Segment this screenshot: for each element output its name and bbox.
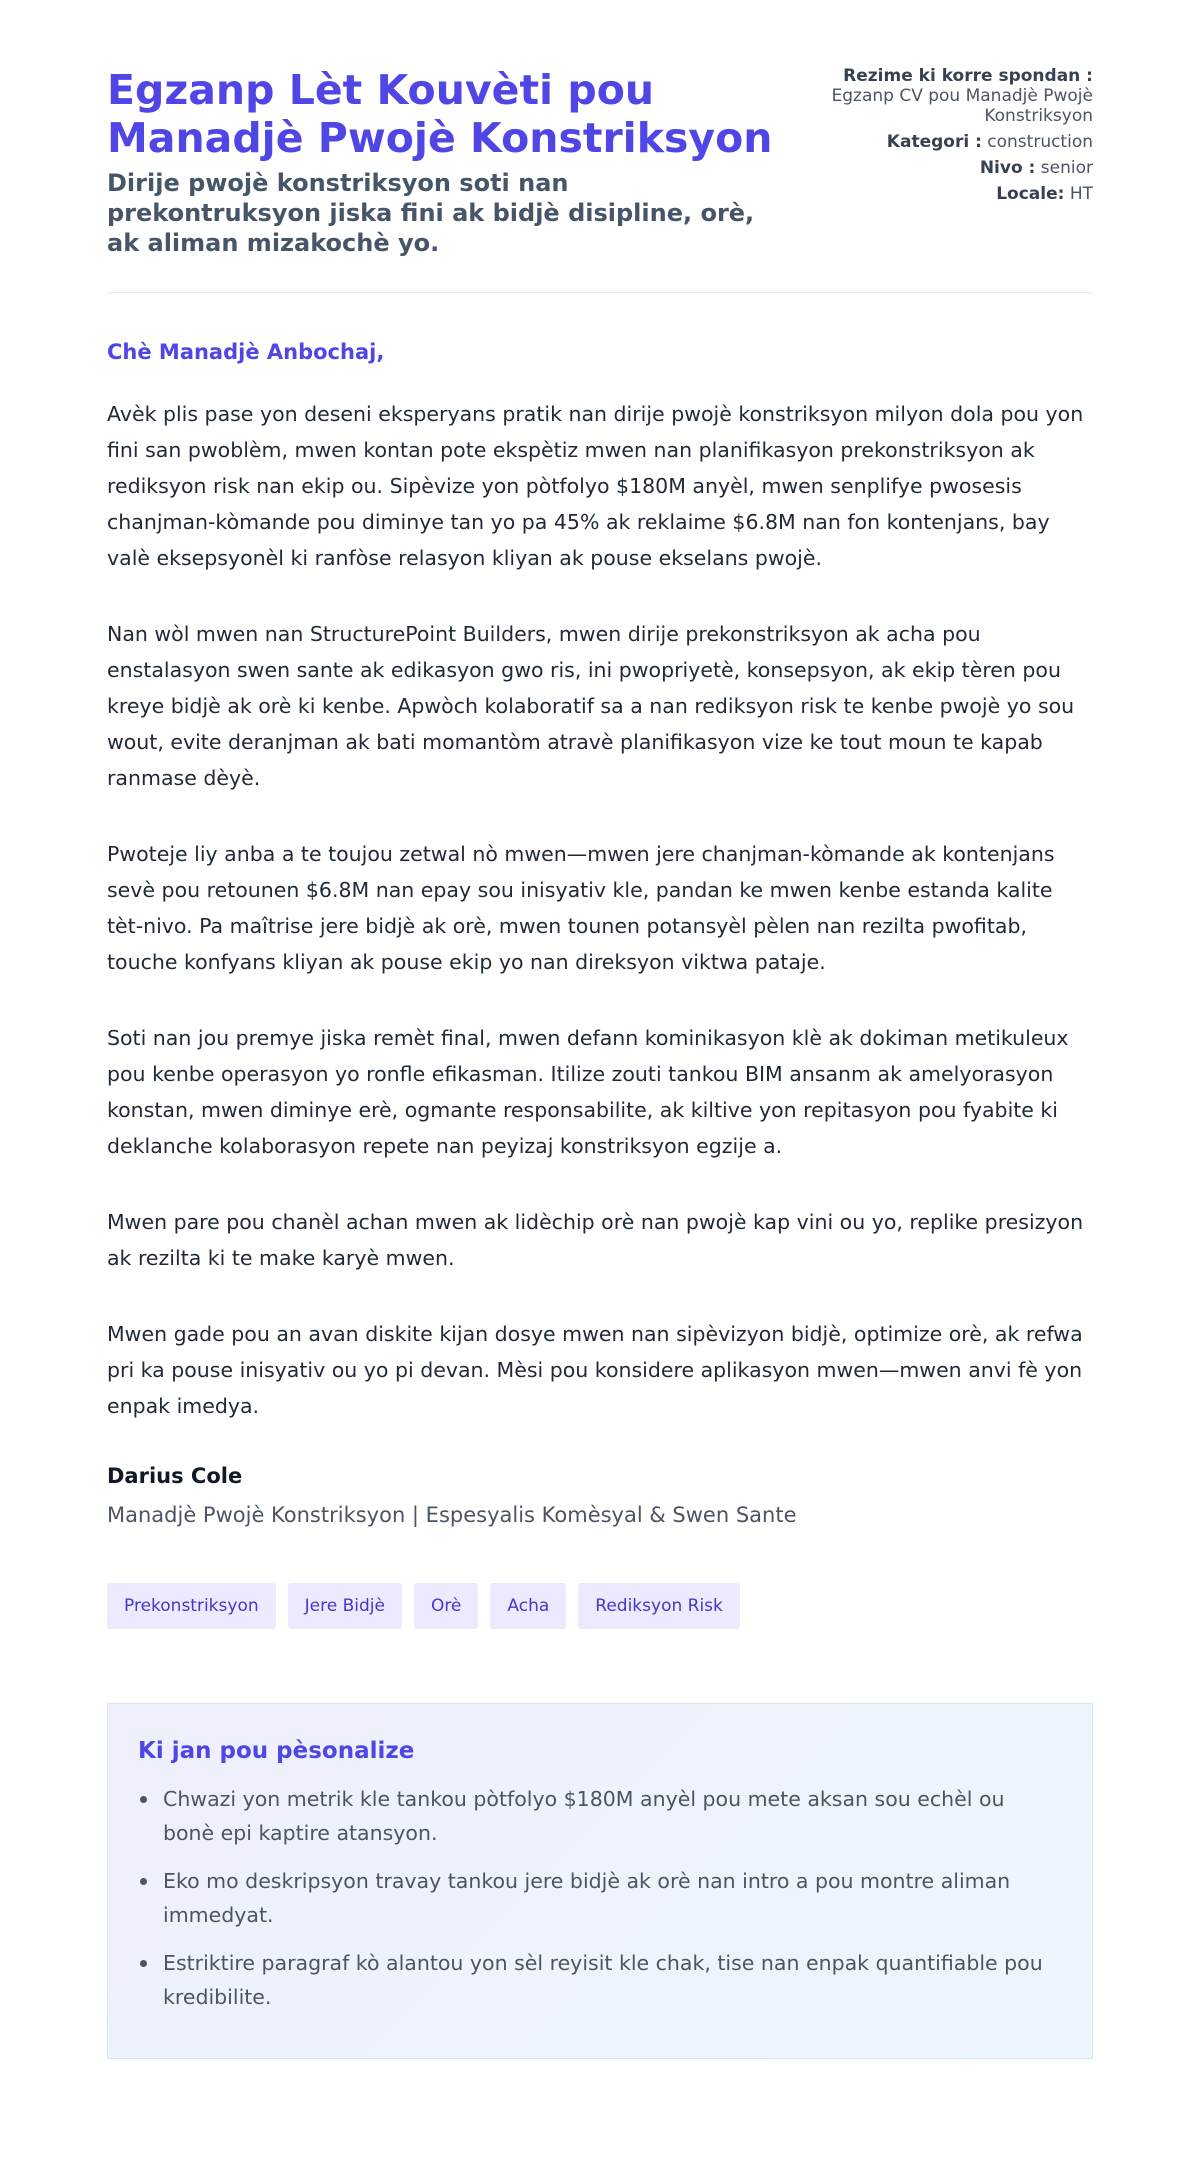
- letter-header: [107, 66, 1093, 293]
- skill-tag: Jere Bidjè: [288, 1583, 402, 1629]
- meta-level: [793, 158, 1093, 178]
- salutation: Chè Manadjè Anbochaj,: [107, 340, 385, 364]
- customize-tips-box: [107, 1703, 1093, 2059]
- meta-resume-value: Egzanp CV pou Manadjè Pwojè Konstriksyon: [831, 86, 1093, 126]
- body-paragraph: Avèk plis pase yon deseni eksperyans pratik nan dirije pwojè konstriksyon milyon dola pou yon fini san pwoblèm, mwen kontan pote ekspètiz mwen nan planifikasyon prekonstriksyon ak rediksyon risk nan ekip ou. Sipèvize yon pòtfolyo $180M anyèl, mwen senplifye pwosesis chanjman-kòmande pou diminye tan yo pa 45% ak reklaime $6.8M nan fon kontenjans, bay valè eksepsyonèl ki ranfòse relasyon kliyan ak pouse ekselans pwojè.: [107, 402, 1084, 570]
- body-paragraph: Mwen pare pou chanèl achan mwen ak lidèchip orè nan pwojè kap vini ou yo, replike presizyon ak rezilta ki te make karyè mwen.: [107, 1210, 1084, 1270]
- tip-item: Chwazi yon metrik kle tankou pòtfolyo $180M anyèl pou mete aksan sou echèl ou bonè epi kaptire atansyon.: [138, 1782, 1062, 1850]
- signature-title: Manadjè Pwojè Konstriksyon | Espesyalis Komèsyal & Swen Sante: [107, 1503, 797, 1527]
- signature-name: Darius Cole: [107, 1464, 243, 1488]
- meta-panel: [793, 66, 1093, 210]
- skill-tag: Orè: [414, 1583, 478, 1629]
- body-paragraph: Soti nan jou premye jiska remèt final, mwen defann kominikasyon klè ak dokiman metikuleux pou kenbe operasyon yo ronfle efikasman. Itilize zouti tankou BIM ansanm ak amelyorasyon konstan, mwen diminye erè, ogmante responsabilite, ak kiltive yon repitasyon pou fyabite ki deklanche kolaborasyon repete nan peyizaj konstriksyon egzije a.: [107, 1026, 1069, 1158]
- body-paragraph: Pwoteje liy anba a te toujou zetwal nò mwen—mwen jere chanjman-kòmande ak kontenjans sevè pou retounen $6.8M nan epay sou inisyativ kle, pandan ke mwen kenbe estanda kalite tèt-nivo. Pa maîtrise jere bidjè ak orè, mwen tounen potansyèl pèlen nan rezilta pwofitab, touche konfyans kliyan ak pouse ekip yo nan direksyon viktwa pataje.: [107, 842, 1055, 974]
- meta-resume-label: Rezime ki korre spondan :: [843, 66, 1093, 86]
- meta-locale-value: HT: [1069, 184, 1093, 204]
- meta-level-value: senior: [1040, 158, 1093, 178]
- meta-resume: [793, 66, 1093, 126]
- meta-level-label: Nivo :: [979, 158, 1036, 178]
- skill-tag: Acha: [490, 1583, 566, 1629]
- tips-title: Ki jan pou pèsonalize: [138, 1738, 415, 1764]
- skill-tags: [107, 1583, 1093, 1629]
- skill-tag: Rediksyon Risk: [578, 1583, 740, 1629]
- meta-locale: [793, 184, 1093, 204]
- meta-category: [793, 132, 1093, 152]
- title-block: [107, 66, 787, 258]
- body-paragraph: Mwen gade pou an avan diskite kijan dosye mwen nan sipèvizyon bidjè, optimize orè, ak refwa pri ka pouse inisyativ ou yo pi devan. Mèsi pou konsidere aplikasyon mwen—mwen anvi fè yon enpak imedya.: [107, 1322, 1083, 1418]
- page-subtitle: Dirije pwojè konstriksyon soti nan prekontruksyon jiska fini ak bidjè disipline, orè, ak aliman mizakochè yo.: [107, 169, 755, 257]
- tip-item: Eko mo deskripsyon travay tankou jere bidjè ak orè nan intro a pou montre aliman immedyat.: [138, 1864, 1062, 1932]
- tips-list: [138, 1782, 1062, 2014]
- meta-category-label: Kategori :: [886, 132, 982, 152]
- tip-item: Estriktire paragraf kò alantou yon sèl reyisit kle chak, tise nan enpak quantifiable pou kredibilite.: [138, 1946, 1062, 2014]
- letter-body: [107, 396, 1093, 1424]
- body-paragraph: Nan wòl mwen nan StructurePoint Builders, mwen dirije prekonstriksyon ak acha pou enstalasyon swen sante ak edikasyon gwo ris, ini pwopriyetè, konsepsyon, ak ekip tèren pou kreye bidjè ak orè ki kenbe. Apwòch kolaboratif sa a nan rediksyon risk te kenbe pwojè yo sou wout, evite deranjman ak bati momantòm atravè planifikasyon vize ke tout moun te kapab ranmase dèyè.: [107, 622, 1075, 790]
- skill-tag: Prekonstriksyon: [107, 1583, 276, 1629]
- page-title: Egzanp Lèt Kouvèti pou Manadjè Pwojè Konstriksyon: [107, 66, 773, 162]
- meta-category-value: construction: [987, 132, 1093, 152]
- meta-locale-label: Locale:: [996, 184, 1065, 204]
